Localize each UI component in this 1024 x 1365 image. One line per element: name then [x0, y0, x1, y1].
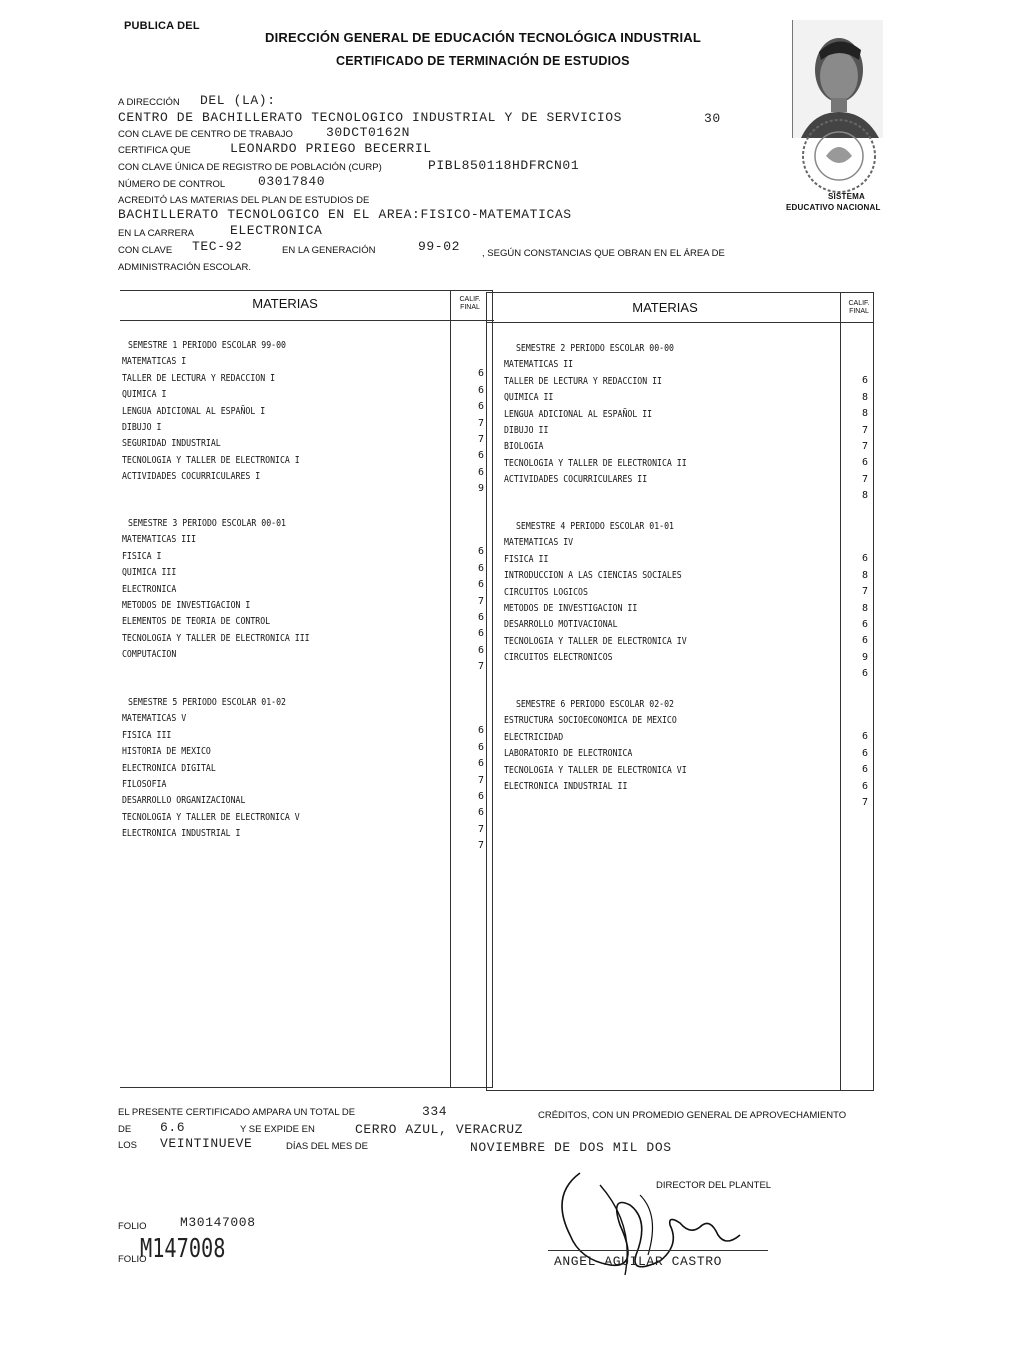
certifica-label: CERTIFICA QUE — [118, 145, 191, 156]
subject-name: TECNOLOGIA Y TALLER DE ELECTRONICA IV — [504, 635, 687, 647]
subject-name: QUIMICA II — [504, 392, 554, 404]
dias-label: DÍAS DEL MES DE — [286, 1141, 369, 1152]
right-materias-header: MATERIAS — [632, 300, 698, 315]
subject-grade: 9 — [861, 651, 869, 663]
subject-grade: 6 — [861, 635, 869, 647]
subject-name: TECNOLOGIA Y TALLER DE ELECTRONICA V — [122, 811, 300, 823]
subject-grade: 6 — [477, 758, 485, 770]
subject-name: METODOS DE INVESTIGACION II — [504, 603, 638, 614]
subject-grade: 7 — [477, 774, 485, 786]
subject-grade: 7 — [861, 441, 869, 452]
subject-grade: 6 — [477, 450, 485, 462]
school-number: 30 — [704, 111, 721, 126]
subject-name: TECNOLOGIA Y TALLER DE ELECTRONICA I — [122, 454, 300, 466]
creditos-value: 334 — [422, 1104, 448, 1119]
subject-name: TALLER DE LECTURA Y REDACCION I — [122, 372, 276, 384]
subject-grade: 6 — [861, 780, 869, 792]
subject-name: ELECTRONICA — [122, 583, 177, 595]
subject-name: MATEMATICAS II — [504, 359, 574, 371]
director-label: DIRECTOR DEL PLANTEL — [656, 1180, 772, 1191]
subject-grade: 7 — [477, 840, 485, 852]
control-value: 03017840 — [258, 174, 326, 189]
subject-grade: 6 — [861, 668, 869, 680]
con-clave-value: TEC-92 — [192, 239, 243, 254]
subject-name: FISICA II — [504, 553, 549, 565]
subject-grade: 7 — [861, 473, 869, 485]
subject-name: HISTORIA DE MEXICO — [122, 746, 211, 758]
subject-name: DESARROLLO MOTIVACIONAL — [504, 619, 618, 631]
subject-grade: 6 — [477, 725, 485, 737]
subject-grade: 6 — [477, 579, 485, 591]
semester-title: SEMESTRE 5 PERIODO ESCOLAR 01-02 — [128, 697, 286, 708]
presente-label: EL PRESENTE CERTIFICADO AMPARA UN TOTAL DE — [118, 1107, 356, 1118]
subject-grade: 8 — [861, 408, 869, 420]
subject-grade: 6 — [477, 807, 485, 819]
curp-value: PIBL850118HDFRCN01 — [428, 158, 580, 173]
day-value: VEINTINUEVE — [160, 1136, 253, 1151]
subject-name: TECNOLOGIA Y TALLER DE ELECTRONICA II — [504, 457, 687, 469]
subject-grade: 6 — [861, 764, 869, 776]
student-name: LEONARDO PRIEGO BECERRIL — [230, 141, 432, 156]
expide-label: Y SE EXPIDE EN — [240, 1124, 315, 1135]
subject-name: ELEMENTOS DE TEORIA DE CONTROL — [122, 616, 271, 628]
subject-name: TECNOLOGIA Y TALLER DE ELECTRONICA VI — [504, 764, 687, 776]
subject-grade: 7 — [477, 823, 485, 835]
control-label: NÚMERO DE CONTROL — [118, 179, 226, 190]
seal-line-1: SISTEMA — [828, 192, 865, 201]
subject-grade: 6 — [477, 368, 485, 380]
school-name: CENTRO DE BACHILLERATO TECNOLOGICO INDUSTRIAL Y DE SERVICIOS — [118, 110, 623, 125]
document-subtitle: CERTIFICADO DE TERMINACIÓN DE ESTUDIOS — [336, 54, 630, 68]
subject-grade: 7 — [861, 586, 869, 598]
subject-grade: 6 — [477, 562, 485, 574]
subject-name: QUIMICA I — [122, 389, 167, 401]
semester-title: SEMESTRE 6 PERIODO ESCOLAR 02-02 — [516, 699, 674, 710]
subject-grade: 6 — [861, 747, 869, 759]
carrera-label: EN LA CARRERA — [118, 228, 195, 239]
clave-value: 30DCT0162N — [326, 125, 411, 140]
promedio-value: 6.6 — [160, 1120, 186, 1135]
subject-grade: 6 — [861, 375, 869, 387]
subject-grade: 8 — [861, 602, 869, 614]
subject-name: FILOSOFIA — [122, 779, 167, 790]
right-grade-divider — [840, 292, 841, 1090]
subject-grade: 9 — [477, 483, 485, 495]
subject-grade: 6 — [477, 384, 485, 396]
republic-text: PUBLICA DEL — [124, 20, 200, 32]
semester-title: SEMESTRE 3 PERIODO ESCOLAR 00-01 — [128, 518, 286, 529]
subject-name: BIOLOGIA — [504, 441, 544, 453]
direccion-label: A DIRECCIÓN — [118, 97, 180, 108]
right-calif-header: CALIF. FINAL — [848, 300, 870, 315]
acredito-label: ACREDITÓ LAS MATERIAS DEL PLAN DE ESTUDIOS DE — [118, 195, 370, 206]
admin-text: ADMINISTRACIÓN ESCOLAR. — [118, 262, 252, 273]
subject-name: DESARROLLO ORGANIZACIONAL — [122, 795, 246, 807]
left-calif-header: CALIF. FINAL — [459, 296, 481, 311]
subject-name: QUIMICA III — [122, 567, 177, 579]
director-name: ANGEL AGUILAR CASTRO — [554, 1254, 723, 1269]
con-clave-label: CON CLAVE — [118, 245, 173, 256]
de-label: DE — [118, 1124, 132, 1135]
subject-grade: 7 — [477, 661, 485, 673]
subject-grade: 6 — [477, 546, 485, 558]
subject-grade: 6 — [861, 553, 869, 565]
folio2-value: M147008 — [140, 1234, 226, 1264]
subject-grade: 7 — [861, 797, 869, 808]
left-grade-divider — [450, 290, 451, 1088]
direccion-value: DEL (LA): — [200, 93, 276, 108]
subject-grade: 7 — [477, 595, 485, 607]
subject-name: DIBUJO I — [122, 422, 162, 433]
seal-line-2: EDUCATIVO NACIONAL — [786, 203, 881, 212]
subject-grade: 6 — [477, 644, 485, 656]
left-materias-header: MATERIAS — [252, 296, 318, 311]
subject-name: CIRCUITOS LOGICOS — [504, 586, 588, 598]
curp-label: CON CLAVE ÚNICA DE REGISTRO DE POBLACIÓN (CURP) — [118, 162, 382, 173]
subject-name: ELECTRONICA INDUSTRIAL II — [504, 781, 628, 792]
subject-name: ELECTRONICA DIGITAL — [122, 762, 216, 774]
clave-label: CON CLAVE DE CENTRO DE TRABAJO — [118, 129, 293, 140]
subject-name: ACTIVIDADES COCURRICULARES II — [504, 474, 648, 486]
subject-grade: 8 — [861, 490, 869, 502]
subject-name: MATEMATICAS III — [122, 534, 197, 546]
document-title: DIRECCIÓN GENERAL DE EDUCACIÓN TECNOLÓGICA INDUSTRIAL — [265, 30, 702, 45]
subject-name: FISICA I — [122, 550, 162, 562]
right-header-rule — [486, 322, 874, 323]
generacion-label: EN LA GENERACIÓN — [282, 245, 376, 256]
subject-grade: 6 — [477, 628, 485, 640]
subject-name: MATEMATICAS IV — [504, 537, 574, 549]
subject-name: CIRCUITOS ELECTRONICOS — [504, 652, 613, 664]
folio-label: FOLIO — [118, 1221, 147, 1232]
subject-grade: 6 — [477, 791, 485, 802]
subject-grade: 6 — [861, 457, 869, 469]
subject-name: LENGUA ADICIONAL AL ESPAÑOL II — [504, 408, 653, 420]
subject-name: SEGURIDAD INDUSTRIAL — [122, 438, 221, 450]
subject-name: ELECTRICIDAD — [504, 731, 564, 743]
left-header-rule — [120, 320, 494, 321]
subject-grade: 6 — [477, 612, 485, 623]
semester-title: SEMESTRE 4 PERIODO ESCOLAR 01-01 — [516, 521, 674, 532]
subject-name: METODOS DE INVESTIGACION I — [122, 600, 251, 611]
subject-grade: 6 — [861, 619, 869, 630]
subject-name: LENGUA ADICIONAL AL ESPAÑOL I — [122, 405, 266, 417]
subject-name: ACTIVIDADES COCURRICULARES I — [122, 471, 261, 483]
subject-grade: 6 — [477, 401, 485, 413]
semester-title: SEMESTRE 2 PERIODO ESCOLAR 00-00 — [516, 343, 674, 354]
subject-name: COMPUTACION — [122, 649, 177, 661]
subject-name: TECNOLOGIA Y TALLER DE ELECTRONICA III — [122, 632, 310, 644]
subject-name: MATEMATICAS V — [122, 713, 187, 725]
subject-grade: 7 — [861, 424, 869, 436]
subject-name: INTRODUCCION A LAS CIENCIAS SOCIALES — [504, 570, 682, 582]
folio2-label: FOLIO — [118, 1254, 147, 1265]
subject-grade: 6 — [477, 466, 485, 478]
subject-grade: 8 — [861, 569, 869, 581]
plan-value: BACHILLERATO TECNOLOGICO EN EL AREA:FISICO-MATEMATICAS — [118, 207, 572, 222]
subject-name: MATEMATICAS I — [122, 356, 187, 368]
date-value: NOVIEMBRE DE DOS MIL DOS — [470, 1140, 672, 1155]
city-value: CERRO AZUL, VERACRUZ — [355, 1122, 524, 1137]
folio-value: M30147008 — [180, 1215, 256, 1230]
subject-grade: 6 — [477, 741, 485, 753]
subject-name: DIBUJO II — [504, 425, 549, 436]
subject-name: ESTRUCTURA SOCIOECONOMICA DE MEXICO — [504, 715, 677, 727]
subject-name: LABORATORIO DE ELECTRONICA — [504, 748, 633, 760]
semester-title: SEMESTRE 1 PERIODO ESCOLAR 99-00 — [128, 340, 286, 351]
generacion-value: 99-02 — [418, 239, 461, 254]
carrera-value: ELECTRONICA — [230, 223, 323, 238]
subject-grade: 6 — [861, 731, 869, 743]
official-seal — [784, 108, 894, 218]
signature-line — [548, 1250, 768, 1251]
los-label: LOS — [118, 1140, 138, 1151]
constancias-text: , SEGÚN CONSTANCIAS QUE OBRAN EN EL ÁREA DE — [482, 248, 725, 259]
subject-name: FISICA III — [122, 729, 172, 741]
subject-grade: 7 — [477, 434, 485, 445]
subject-grade: 8 — [861, 391, 869, 403]
subject-name: TALLER DE LECTURA Y REDACCION II — [504, 375, 662, 387]
subject-name: ELECTRONICA INDUSTRIAL I — [122, 828, 241, 840]
creditos-label: CRÉDITOS, CON UN PROMEDIO GENERAL DE APROVECHAMIENTO — [538, 1110, 847, 1121]
subject-grade: 7 — [477, 417, 485, 429]
